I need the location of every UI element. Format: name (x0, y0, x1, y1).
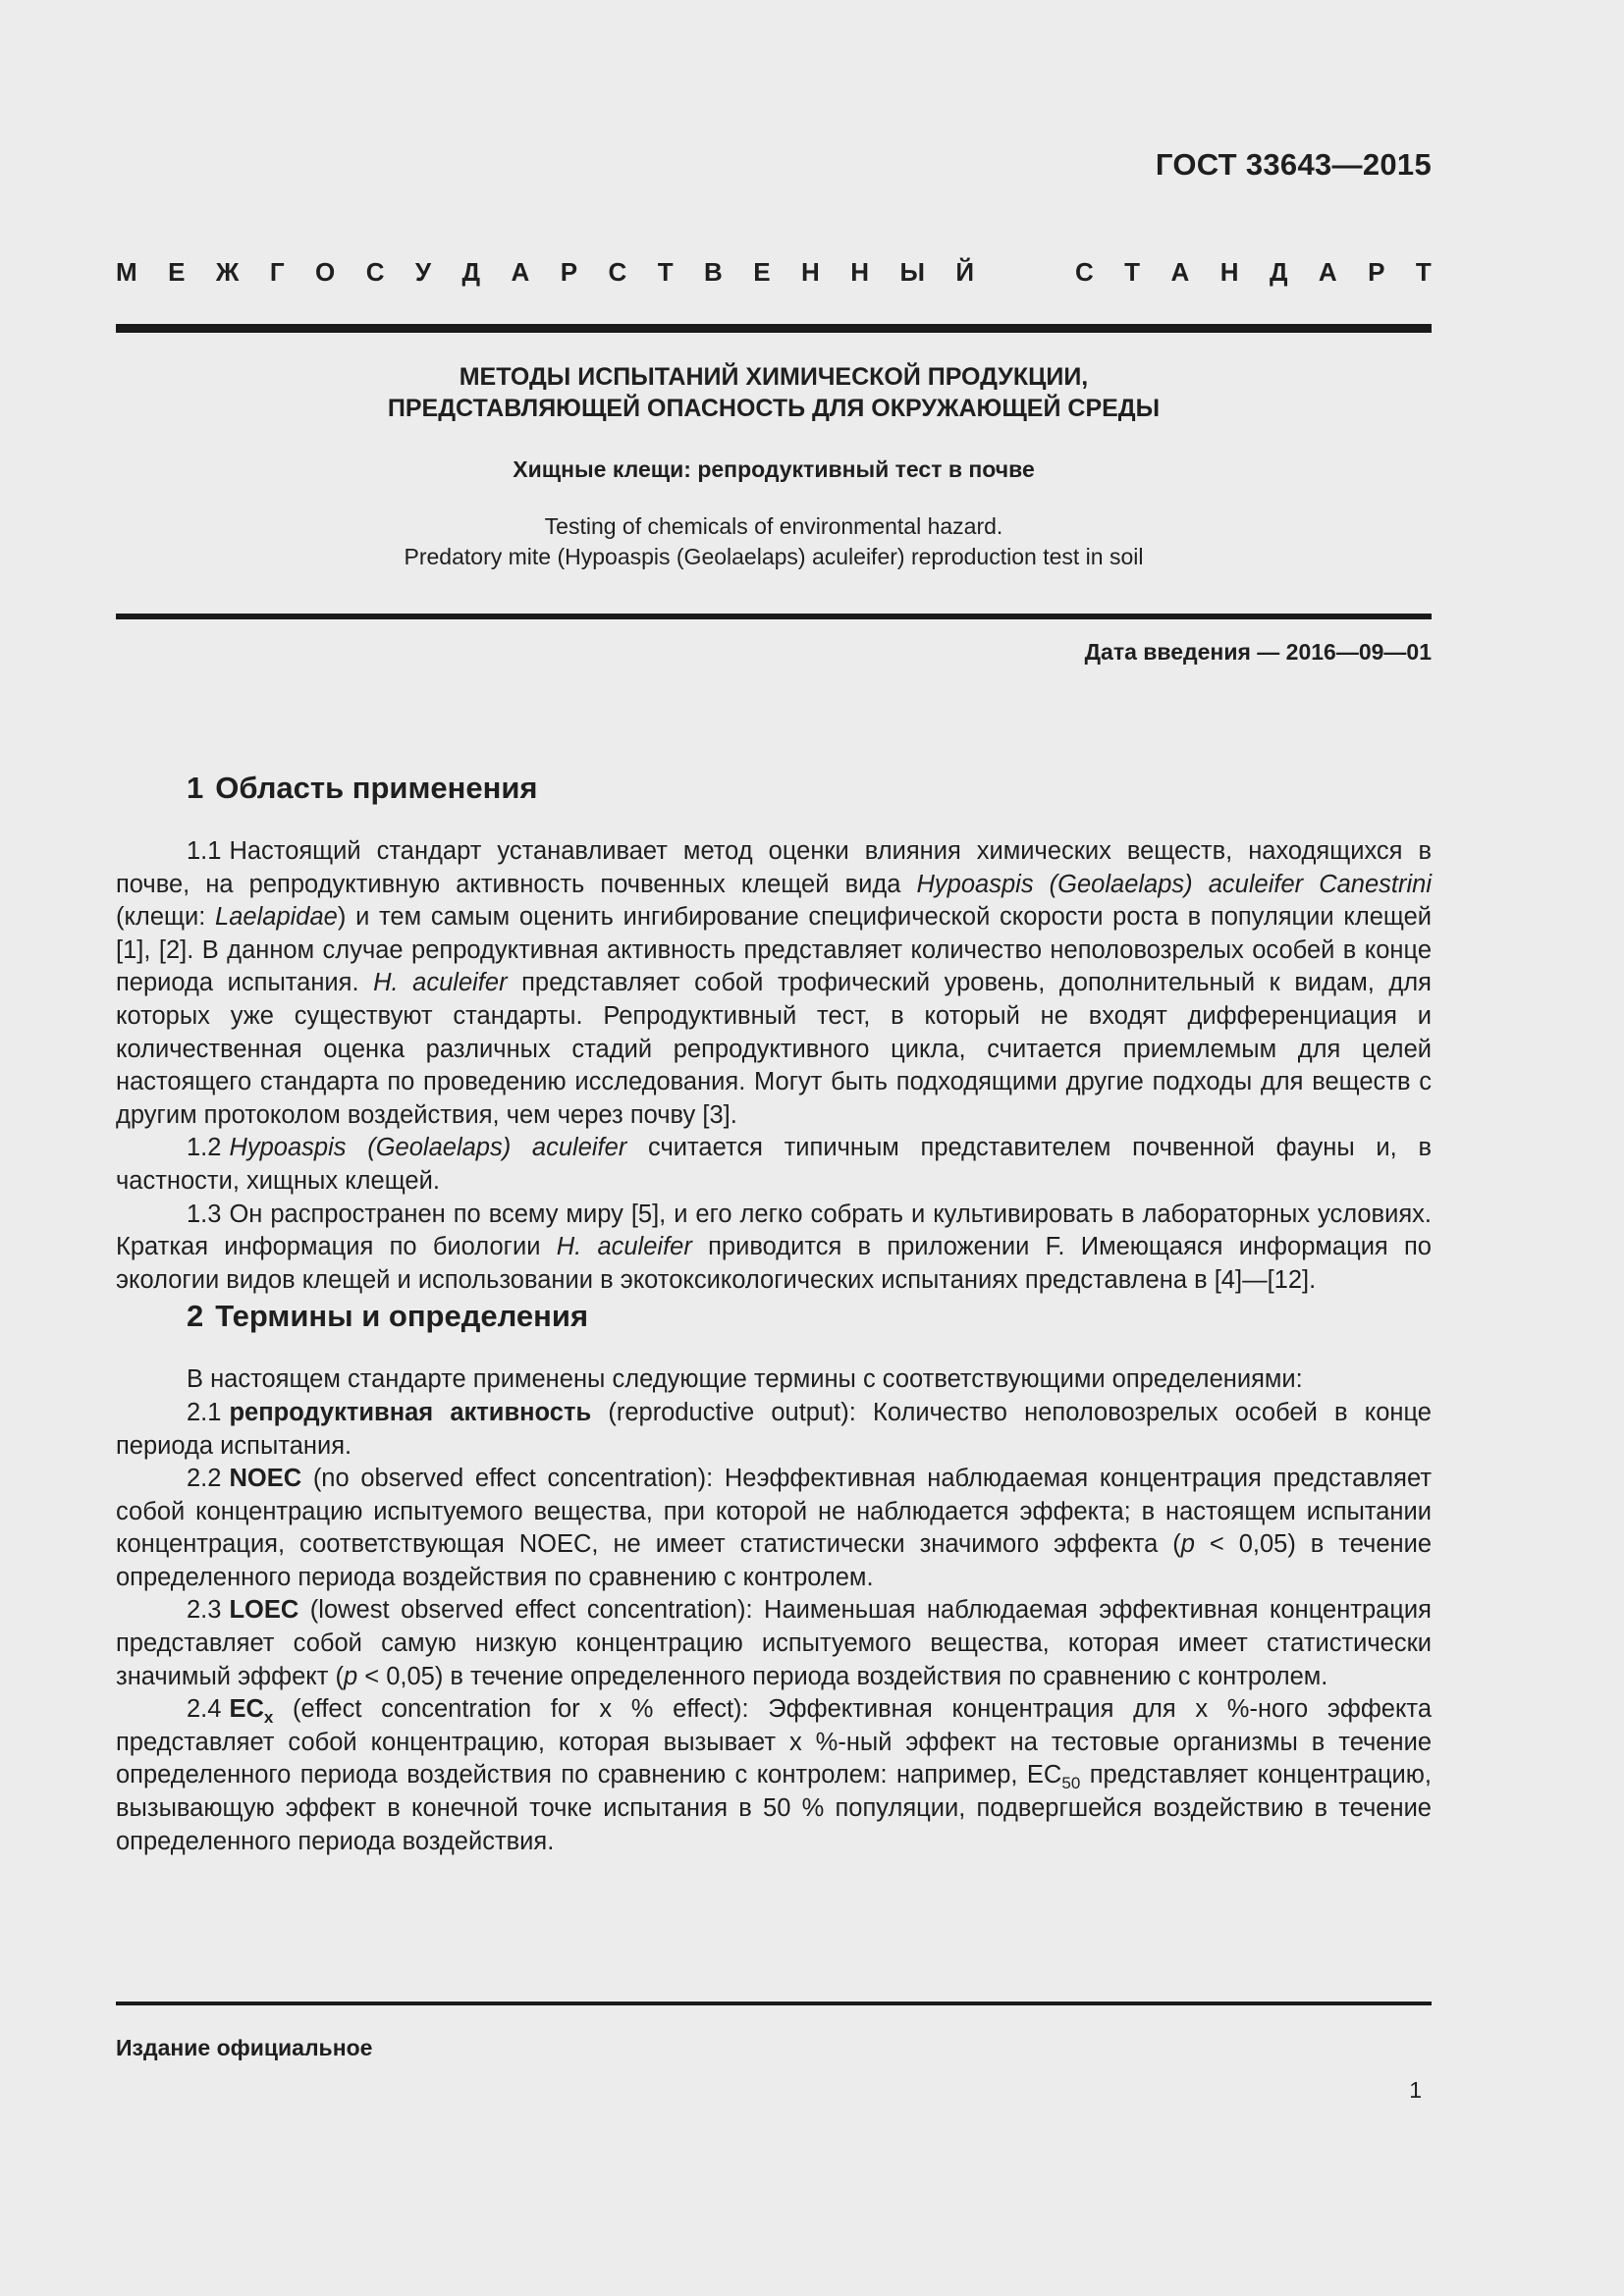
section-2-intro: В настоящем стандарте применены следующие термины с соответствующими определениями: (187, 1365, 1303, 1394)
section-title: Термины и определения (215, 1299, 589, 1334)
definition-2-2 (116, 1463, 1432, 1594)
interstate-letter: А (1170, 257, 1190, 287)
main-title-line1: МЕТОДЫ ИСПЫТАНИЙ ХИМИЧЕСКОЙ ПРОДУКЦИИ, (459, 363, 1089, 391)
text: Он распространен по всему миру [5], и его легко собрать и культивировать в лабораторных условиях. Краткая информация по биологии (116, 1200, 1432, 1261)
paragraph-1-3 (116, 1199, 1432, 1298)
family-name: Laelapidae (215, 903, 338, 932)
text: представляет собой трофический уровень, дополнительный к видам, для которых уже существуют стандарты. Репродуктивный тест, в который не входят дифференциация и количественная оценка различных стадий репродуктивного цикла, считается приемлемым для целей настоящего стандарта по проведению исследования. Могут быть подходящими другие подходы для веществ с другим протоколом воздействия, чем через почву [3]. (116, 969, 1432, 1129)
footer-rule (116, 2002, 1432, 2005)
text: считается типичным представителем почвенной фауны и, в частности, хищных клещей. (116, 1134, 1432, 1195)
text: (no observed effect concentration): Неэффективная наблюдаемая концентрация представляет собой концентрацию испытуемого вещества, при которой не наблюдается эффекта; в настоящем испытании концентрация, соответствующая NOEC, не имеет статистически значимого эффекта ( (116, 1465, 1432, 1559)
species-name: Hypoaspis (Geolaelaps) aculeifer Canestrini (916, 870, 1432, 898)
paragraph-1-2 (116, 1132, 1432, 1198)
interstate-letter: Д (461, 257, 481, 287)
text: представляет концентрацию, вызывающую эффект в конечной точке испытания в 50 % популяции, подвергшейся воздействию в течение определенного периода воздействия. (116, 1761, 1433, 1855)
interstate-letter: Т (657, 257, 674, 287)
clause-number: 1.3 (187, 1200, 222, 1228)
interstate-letter: У (414, 257, 432, 287)
main-title (116, 361, 1432, 424)
subtitle: Хищные клещи: репродуктивный тест в почве (513, 456, 1035, 482)
interstate-letter: Р (1368, 257, 1385, 287)
text: приводится в приложении F. Имеющаяся информация по экологии видов клещей и использовании в экотоксикологических испытаниях представлена в [4]—[12]. (116, 1233, 1432, 1294)
interstate-letter: Р (560, 257, 578, 287)
text: (reproductive output): Количество неполовозрелых особей в конце периода испытания. (116, 1398, 1432, 1460)
interstate-letter: Г (269, 257, 285, 287)
english-title (116, 511, 1432, 572)
header-rule (116, 324, 1432, 333)
interstate-letter: Н (801, 257, 820, 287)
term-subscript: x (263, 1708, 274, 1728)
section-number: 1 (187, 771, 204, 805)
gost-number: ГОСТ 33643—2015 (1155, 147, 1432, 182)
term: LOEC (229, 1596, 299, 1625)
species-name: H. aculeifer (373, 969, 508, 997)
definition-2-4 (116, 1693, 1432, 1858)
introduction-date: Дата введения — 2016—09—01 (1084, 639, 1432, 665)
text: < 0,05) в течение определенного периода воздействия по сравнению с контролем. (116, 1530, 1433, 1591)
clause-number: 2.3 (187, 1596, 222, 1625)
word-gap (1005, 257, 1045, 288)
interstate-letter: Е (753, 257, 771, 287)
clause-number: 1.2 (187, 1134, 222, 1162)
p-value-symbol: p (1180, 1530, 1195, 1559)
definition-2-3 (116, 1594, 1432, 1693)
term-base: EC (229, 1695, 264, 1724)
text: ) и тем самым оценить ингибирование специфической скорости роста в популяции клещей [1], [2]. В данном случае репродуктивная активность представляет количество неполовозрелых особей в конце периода испытания. (116, 903, 1433, 997)
section-number: 2 (187, 1299, 204, 1334)
paragraph-1-1 (116, 835, 1432, 1132)
term: NOEC (229, 1465, 302, 1493)
document-body (116, 769, 1432, 1858)
interstate-letter: А (511, 257, 530, 287)
clause-number: 1.1 (187, 837, 222, 865)
interstate-letter: Й (955, 257, 975, 287)
text: (effect concentration for x % effect): Эффективная концентрация для x %-ного эффекта представляет собой концентрацию, которая вызывает x %-ный эффект на тестовые организмы в течение определенного периода воздействия по сравнению с контролем: например, EC (116, 1695, 1432, 1789)
term: репродуктивная активность (229, 1398, 592, 1426)
interstate-letter: С (365, 257, 385, 287)
title-rule (116, 614, 1432, 619)
interstate-letter: О (315, 257, 336, 287)
interstate-letter: Н (850, 257, 870, 287)
text: (lowest observed effect concentration): Наименьшая наблюдаемая эффективная концентрация представляет собой самую низкую концентрацию испытуемого вещества, которая имеет статистически значимый эффект ( (116, 1596, 1432, 1690)
section-1-heading (116, 769, 1432, 808)
clause-number: 2.2 (187, 1465, 222, 1493)
interstate-letter: М (116, 257, 137, 287)
clause-number: 2.1 (187, 1398, 222, 1426)
interstate-letter: Ж (215, 257, 240, 287)
interstate-letter: С (608, 257, 627, 287)
interstate-standard-heading (116, 257, 1432, 288)
section-title: Область применения (215, 771, 538, 805)
section-2-heading (116, 1297, 1432, 1336)
species-name: Hypoaspis (Geolaelaps) aculeifer (229, 1134, 627, 1162)
p-value-symbol: p (343, 1662, 358, 1690)
interstate-letter: Н (1219, 257, 1239, 287)
official-edition-label: Издание официальное (116, 2035, 373, 2060)
species-name: H. aculeifer (556, 1233, 692, 1261)
interstate-letter: Т (1415, 257, 1432, 287)
text: < 0,05) в течение определенного периода воздействия по сравнению с контролем. (357, 1662, 1328, 1690)
page-number: 1 (1409, 2077, 1422, 2103)
interstate-letter: Д (1269, 257, 1288, 287)
term (229, 1695, 274, 1728)
main-title-line2: ПРЕДСТАВЛЯЮЩЕЙ ОПАСНОСТЬ ДЛЯ ОКРУЖАЮЩЕЙ СРЕДЫ (387, 395, 1161, 422)
interstate-letter: Т (1124, 257, 1141, 287)
interstate-letter: В (704, 257, 723, 287)
interstate-letter: Е (168, 257, 186, 287)
title-block (116, 361, 1432, 572)
clause-number: 2.4 (187, 1695, 222, 1724)
interstate-letter: А (1318, 257, 1337, 287)
text: Настоящий стандарт устанавливает метод оценки влияния химических веществ, находящихся в почве, на репродуктивную активность почвенных клещей вида (116, 837, 1432, 898)
subscript: 50 (1061, 1774, 1081, 1793)
definition-2-1 (116, 1397, 1432, 1463)
interstate-letter: Ы (899, 257, 925, 287)
text: (клещи: (116, 903, 216, 932)
english-title-line2: Predatory mite (Hypoaspis (Geolaelaps) aculeifer) reproduction test in soil (404, 544, 1144, 569)
english-title-line1: Testing of chemicals of environmental hazard. (544, 513, 1003, 539)
interstate-letter: С (1074, 257, 1094, 287)
